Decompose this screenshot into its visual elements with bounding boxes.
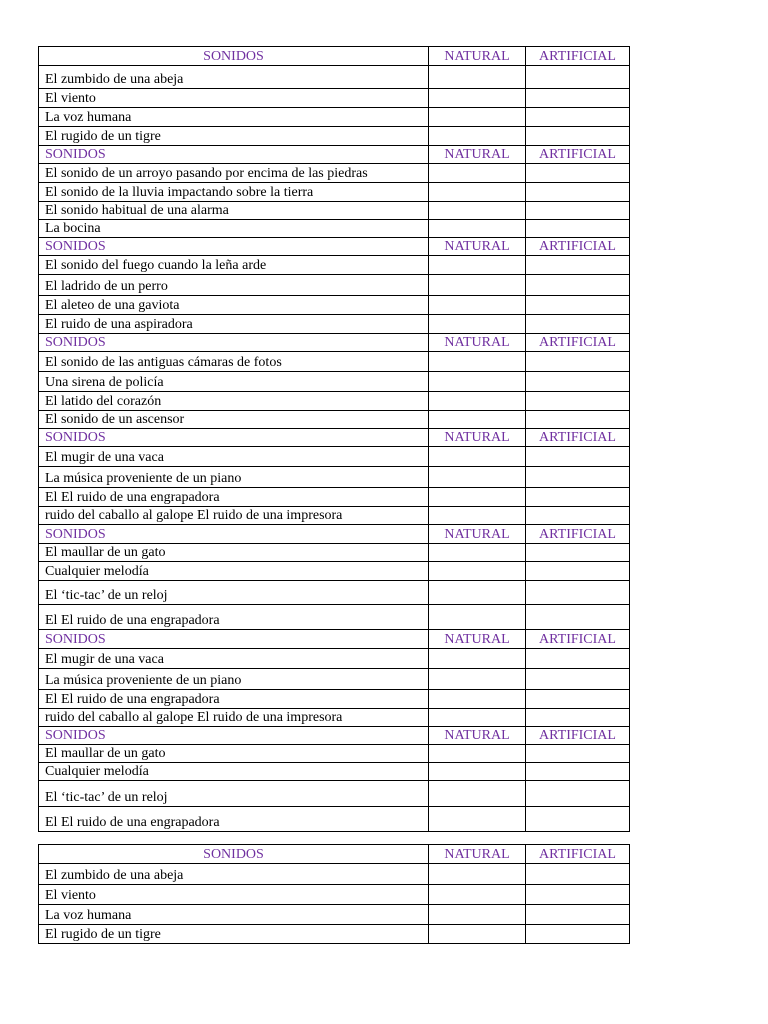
sound-name: ruido del caballo al galope El ruido de una impresora [39,709,429,727]
artificial-cell[interactable] [526,690,630,709]
natural-cell[interactable] [429,275,526,296]
natural-header: NATURAL [429,146,526,164]
artificial-cell[interactable] [526,709,630,727]
sound-name: La música proveniente de un piano [39,669,429,690]
sound-name: El El ruido de una engrapadora [39,690,429,709]
sonidos-header: SONIDOS [39,630,429,649]
sound-name: El mugir de una vaca [39,447,429,467]
table-row [39,807,630,832]
natural-cell[interactable] [429,202,526,220]
sound-name: El zumbido de una abeja [39,66,429,89]
natural-cell[interactable] [429,392,526,411]
natural-cell[interactable] [429,690,526,709]
artificial-cell[interactable] [526,89,630,108]
artificial-cell[interactable] [526,905,630,925]
artificial-header: ARTIFICIAL [526,727,630,745]
artificial-cell[interactable] [526,164,630,183]
sound-name: ruido del caballo al galope El ruido de una impresora [39,507,429,525]
natural-cell[interactable] [429,164,526,183]
sound-name: La voz humana [39,905,429,925]
sound-name: El zumbido de una abeja [39,864,429,885]
natural-cell[interactable] [429,372,526,392]
artificial-cell[interactable] [526,781,630,807]
natural-cell[interactable] [429,447,526,467]
sound-name: El maullar de un gato [39,745,429,763]
natural-header: NATURAL [429,47,526,66]
sound-name: El El ruido de una engrapadora [39,807,429,832]
table-row [39,467,630,488]
sound-name: La bocina [39,220,429,238]
artificial-cell[interactable] [526,562,630,581]
table-row [39,220,630,238]
table-row [39,562,630,581]
header-row [39,146,630,164]
sound-name: Una sirena de policía [39,372,429,392]
artificial-cell[interactable] [526,411,630,429]
table-row [39,649,630,669]
natural-cell[interactable] [429,352,526,372]
sound-name: El sonido de las antiguas cámaras de fotos [39,352,429,372]
header-row [39,47,630,66]
artificial-cell[interactable] [526,256,630,275]
natural-cell[interactable] [429,562,526,581]
table-row [39,352,630,372]
table-row [39,690,630,709]
sound-name: El ladrido de un perro [39,275,429,296]
table-row [39,709,630,727]
artificial-cell[interactable] [526,649,630,669]
artificial-cell[interactable] [526,315,630,334]
natural-header: NATURAL [429,630,526,649]
table-row [39,256,630,275]
table-row [39,507,630,525]
artificial-header: ARTIFICIAL [526,429,630,447]
artificial-header: ARTIFICIAL [526,334,630,352]
natural-cell[interactable] [429,745,526,763]
artificial-cell[interactable] [526,352,630,372]
natural-cell[interactable] [429,669,526,690]
artificial-header: ARTIFICIAL [526,845,630,864]
header-row [39,845,630,864]
artificial-header: ARTIFICIAL [526,238,630,256]
sound-name: La voz humana [39,108,429,127]
sonidos-header: SONIDOS [39,47,429,66]
artificial-header: ARTIFICIAL [526,525,630,544]
artificial-cell[interactable] [526,507,630,525]
natural-cell[interactable] [429,925,526,944]
table-row [39,127,630,146]
table-row [39,864,630,885]
sound-name: Cualquier melodía [39,562,429,581]
artificial-cell[interactable] [526,544,630,562]
sound-name: El sonido del fuego cuando la leña arde [39,256,429,275]
artificial-cell[interactable] [526,392,630,411]
sonidos-header: SONIDOS [39,429,429,447]
table-row [39,544,630,562]
sound-name: El rugido de un tigre [39,925,429,944]
table-row [39,372,630,392]
artificial-cell[interactable] [526,108,630,127]
natural-header: NATURAL [429,238,526,256]
sound-name: El maullar de un gato [39,544,429,562]
natural-cell[interactable] [429,256,526,275]
artificial-cell[interactable] [526,763,630,781]
natural-cell[interactable] [429,108,526,127]
sound-name: El ruido de una aspiradora [39,315,429,334]
natural-cell[interactable] [429,885,526,905]
natural-cell[interactable] [429,183,526,202]
sonidos-header: SONIDOS [39,727,429,745]
sonidos-header: SONIDOS [39,845,429,864]
artificial-header: ARTIFICIAL [526,630,630,649]
artificial-cell[interactable] [526,296,630,315]
table-row [39,905,630,925]
table-row [39,183,630,202]
table-row [39,202,630,220]
sound-name: El sonido habitual de una alarma [39,202,429,220]
sound-name: El latido del corazón [39,392,429,411]
natural-cell[interactable] [429,763,526,781]
natural-cell[interactable] [429,488,526,507]
natural-cell[interactable] [429,411,526,429]
table-row [39,763,630,781]
artificial-cell[interactable] [526,745,630,763]
artificial-cell[interactable] [526,183,630,202]
table-row [39,488,630,507]
artificial-cell[interactable] [526,605,630,630]
artificial-cell[interactable] [526,202,630,220]
natural-cell[interactable] [429,709,526,727]
sound-name: El El ruido de una engrapadora [39,605,429,630]
natural-header: NATURAL [429,429,526,447]
artificial-cell[interactable] [526,275,630,296]
artificial-cell[interactable] [526,581,630,605]
artificial-header: ARTIFICIAL [526,146,630,164]
natural-cell[interactable] [429,649,526,669]
artificial-cell[interactable] [526,220,630,238]
artificial-cell[interactable] [526,925,630,944]
sound-name: El sonido de la lluvia impactando sobre la tierra [39,183,429,202]
table-row [39,885,630,905]
artificial-cell[interactable] [526,372,630,392]
artificial-cell[interactable] [526,488,630,507]
natural-cell[interactable] [429,781,526,807]
table-row [39,108,630,127]
table-row [39,781,630,807]
sound-name: El sonido de un arroyo pasando por encima de las piedras [39,164,429,183]
sound-name: El El ruido de una engrapadora [39,488,429,507]
natural-cell[interactable] [429,864,526,885]
sound-name: El viento [39,885,429,905]
natural-cell[interactable] [429,315,526,334]
table-row [39,275,630,296]
natural-cell[interactable] [429,467,526,488]
table-row [39,669,630,690]
natural-cell[interactable] [429,66,526,89]
natural-cell[interactable] [429,807,526,832]
table-row [39,315,630,334]
natural-cell[interactable] [429,296,526,315]
artificial-cell[interactable] [526,127,630,146]
natural-cell[interactable] [429,89,526,108]
header-row [39,630,630,649]
table-row [39,581,630,605]
artificial-cell[interactable] [526,885,630,905]
table-row [39,447,630,467]
natural-header: NATURAL [429,334,526,352]
table-row [39,89,630,108]
sound-name: El sonido de un ascensor [39,411,429,429]
artificial-cell[interactable] [526,669,630,690]
sonidos-header: SONIDOS [39,146,429,164]
sound-name: El viento [39,89,429,108]
sound-name: El ‘tic-tac’ de un reloj [39,781,429,807]
natural-cell[interactable] [429,544,526,562]
artificial-cell[interactable] [526,807,630,832]
sonidos-header: SONIDOS [39,525,429,544]
natural-header: NATURAL [429,845,526,864]
header-row [39,525,630,544]
table-row [39,605,630,630]
table-row [39,745,630,763]
header-row [39,429,630,447]
sounds-table-2 [38,844,630,944]
natural-cell[interactable] [429,905,526,925]
header-row [39,334,630,352]
sound-name: Cualquier melodía [39,763,429,781]
natural-cell[interactable] [429,507,526,525]
natural-header: NATURAL [429,525,526,544]
table-row [39,66,630,89]
artificial-header: ARTIFICIAL [526,47,630,66]
natural-cell[interactable] [429,220,526,238]
table-row [39,392,630,411]
table-row [39,411,630,429]
table-row [39,925,630,944]
table-row [39,296,630,315]
artificial-cell[interactable] [526,864,630,885]
sound-name: El rugido de un tigre [39,127,429,146]
sound-name: El aleteo de una gaviota [39,296,429,315]
header-row [39,238,630,256]
table-row [39,164,630,183]
sonidos-header: SONIDOS [39,238,429,256]
sound-name: El ‘tic-tac’ de un reloj [39,581,429,605]
artificial-cell[interactable] [526,467,630,488]
sound-name: La música proveniente de un piano [39,467,429,488]
artificial-cell[interactable] [526,447,630,467]
sounds-table-1 [38,46,630,832]
natural-cell[interactable] [429,605,526,630]
sonidos-header: SONIDOS [39,334,429,352]
header-row [39,727,630,745]
natural-cell[interactable] [429,127,526,146]
natural-header: NATURAL [429,727,526,745]
natural-cell[interactable] [429,581,526,605]
artificial-cell[interactable] [526,66,630,89]
sound-name: El mugir de una vaca [39,649,429,669]
